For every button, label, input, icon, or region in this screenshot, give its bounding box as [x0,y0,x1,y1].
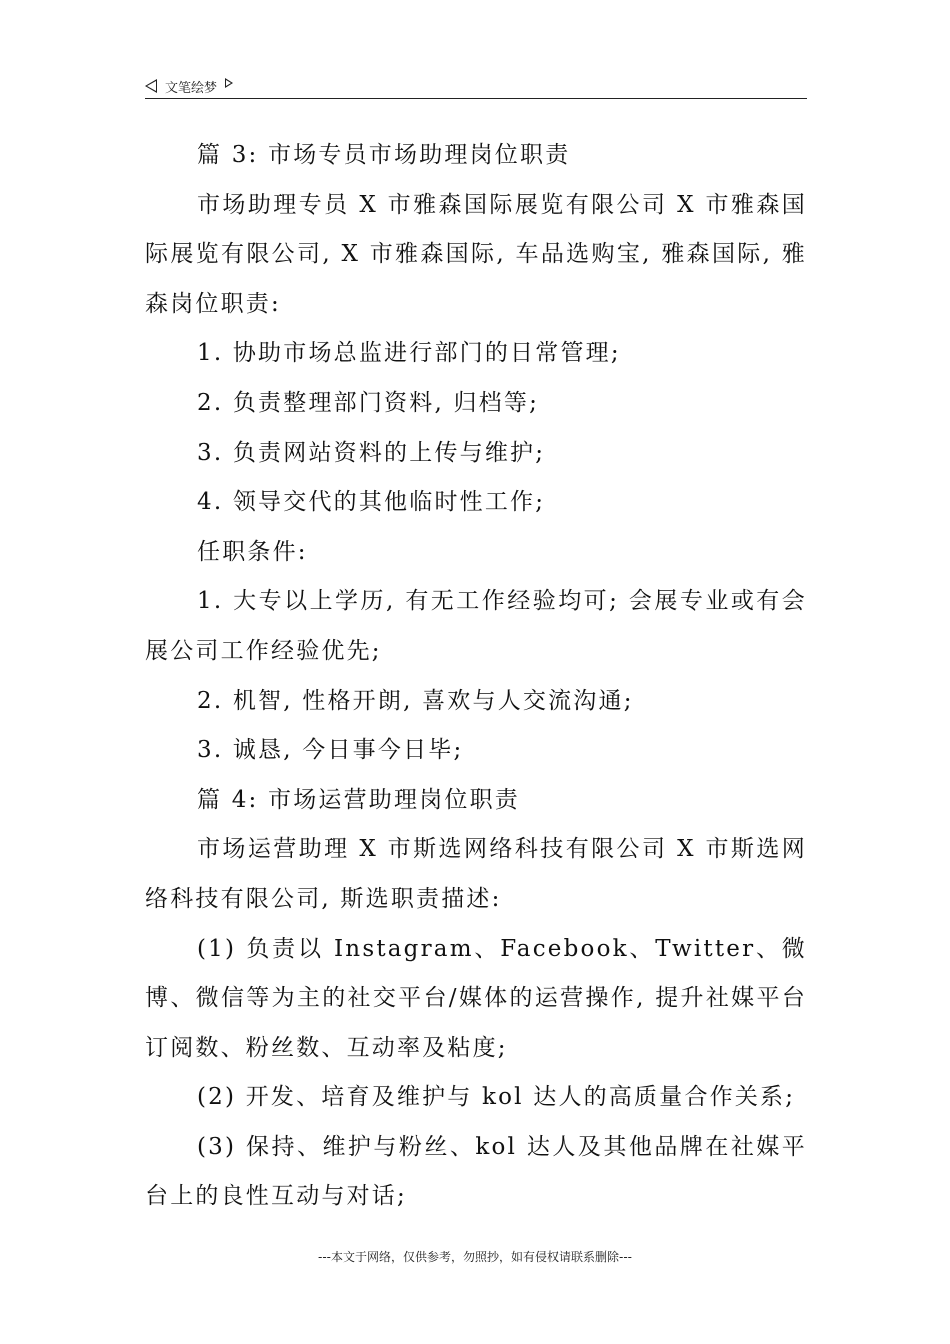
list-item: 2. 负责整理部门资料, 归档等; [197,389,540,416]
subheading: 任职条件: [197,538,308,565]
page-header [145,74,807,98]
list-item: 3. 诚恳, 今日事今日毕; [197,737,464,764]
paragraph: 市场运营助理 X 市斯选网络科技有限公司 X 市斯选网络科技有限公司, 斯选职责描述: [145,836,807,912]
list-item: (2) 开发、培育及维护与 kol 达人的高质量合作关系; [197,1084,796,1111]
triangle-right-icon [225,78,233,88]
list-item: 1. 协助市场总监进行部门的日常管理; [197,340,621,367]
list-item: 1. 大专以上学历, 有无工作经验均可; 会展专业或有会展公司工作经验优先; [145,588,807,664]
section-heading-3: 篇 3: 市场专员市场助理岗位职责 [197,142,571,168]
document-body [145,131,807,1222]
list-item: (1) 负责以 Instagram、Facebook、Twitter、微博、微信等为主的社交平台/媒体的运营操作, 提升社媒平台订阅数、粉丝数、互动率及粘度; [145,935,807,1061]
triangle-left-icon [145,79,157,93]
list-item: 2. 机智, 性格开朗, 喜欢与人交流沟通; [197,687,634,714]
footer-notice: ---本文于网络，仅供参考，勿照抄，如有侵权请联系删除--- [318,1250,632,1264]
paragraph: 市场助理专员 X 市雅森国际展览有限公司 X 市雅森国际展览有限公司, X 市雅森国际, 车品选购宝, 雅森国际, 雅森岗位职责: [145,191,807,317]
list-item: 4. 领导交代的其他临时性工作; [197,489,546,516]
list-item: 3. 负责网站资料的上传与维护; [197,439,546,466]
header-title: 文笔绘梦 [165,80,218,96]
list-item: (3) 保持、维护与粉丝、kol 达人及其他品牌在社媒平台上的良性互动与对话; [145,1133,807,1210]
section-heading-4: 篇 4: 市场运营助理岗位职责 [197,786,521,813]
header-divider [145,98,807,99]
